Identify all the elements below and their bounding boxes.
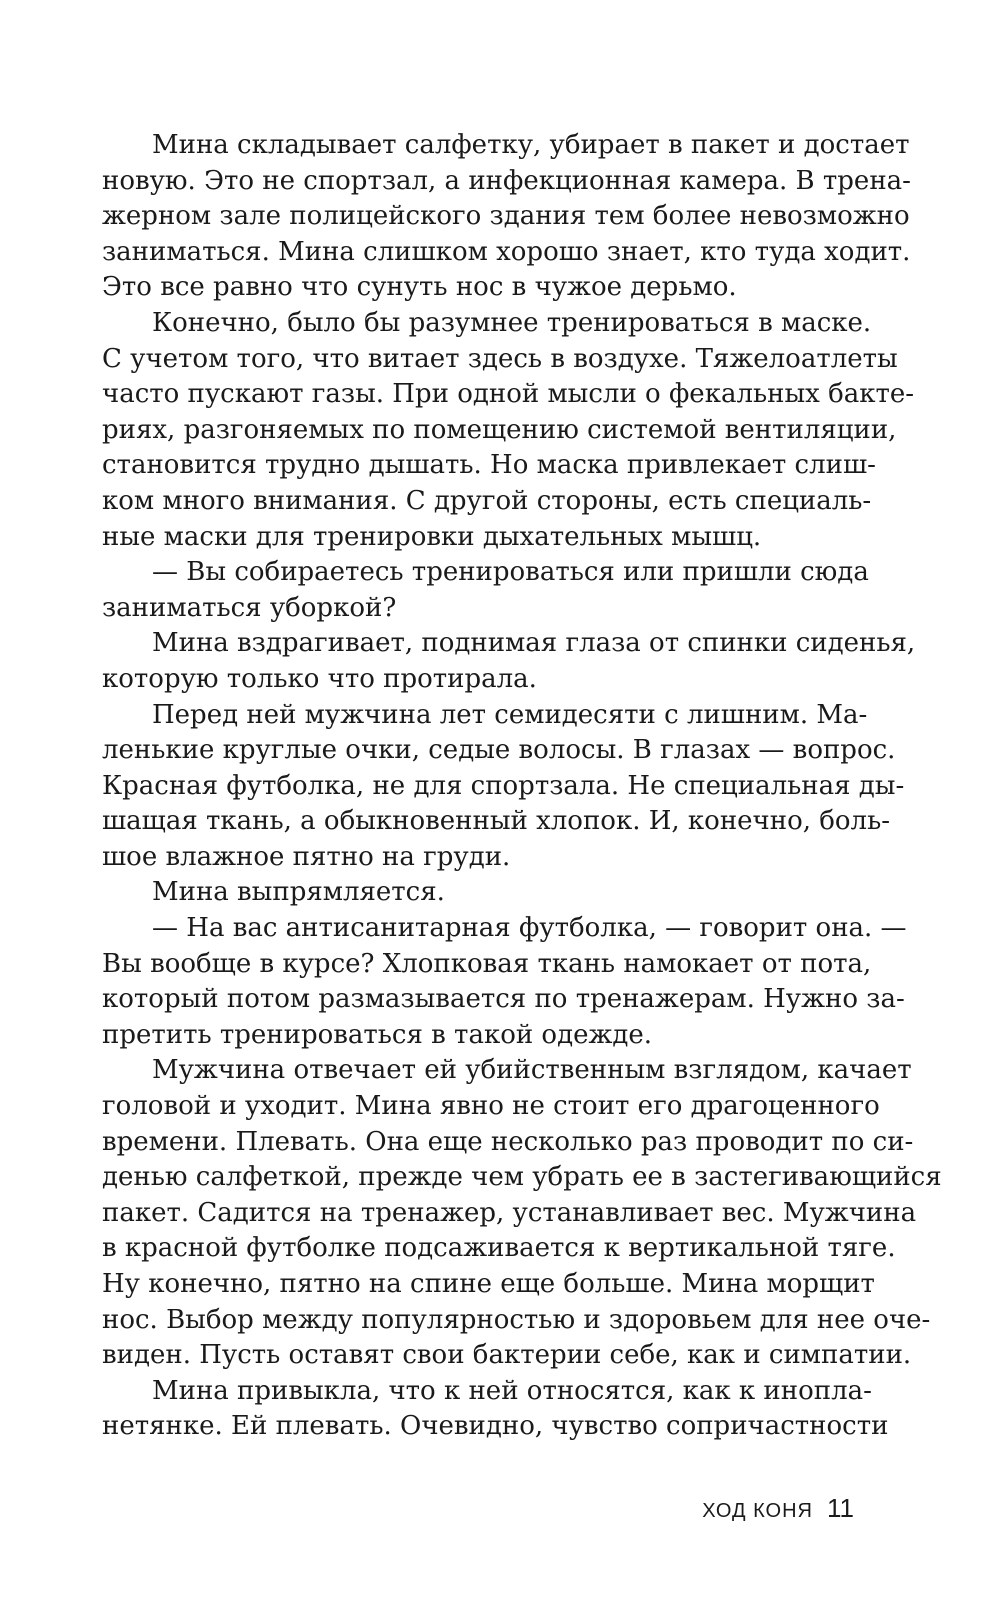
- text-line: Мина складывает салфетку, убирает в пакет и достает: [152, 130, 910, 160]
- text-line: времени. Плевать. Она еще несколько раз проводит по си-: [102, 1126, 914, 1157]
- text-line: С учетом того, что витает здесь в воздухе. Тяжелоатлеты: [102, 343, 898, 374]
- text-line: заниматься уборкой?: [102, 592, 397, 623]
- text-line: Это все равно что сунуть нос в чужое дерьмо.: [102, 272, 737, 303]
- text-line: жерном зале полицейского здания тем более невозможно: [102, 201, 910, 232]
- text-line: в красной футболке подсаживается к вертикальной тяге.: [102, 1233, 896, 1264]
- text-line: нос. Выбор между популярностью и здоровьем для нее оче-: [102, 1304, 931, 1335]
- running-title: ХОД КОНЯ: [702, 1500, 813, 1522]
- text-line: Мина вздрагивает, поднимая глаза от спинки сиденья,: [152, 628, 916, 659]
- text-line: риях, разгоняемых по помещению системой вентиляции,: [102, 414, 897, 445]
- text-line: — Вы собираетесь тренироваться или пришли сюда: [152, 557, 869, 588]
- text-line: претить тренироваться в такой одежде.: [102, 1019, 653, 1050]
- text-line: пакет. Садится на тренажер, устанавливает вес. Мужчина: [102, 1197, 917, 1228]
- text-line: Мина выпрямляется.: [152, 877, 445, 908]
- text-line: головой и уходит. Мина явно не стоит его драгоценного: [102, 1091, 880, 1122]
- text-line: Мужчина отвечает ей убийственным взглядом, качает: [152, 1055, 912, 1086]
- text-line: шащая ткань, а обыкновенный хлопок. И, конечно, боль-: [102, 806, 891, 837]
- text-line: Ну конечно, пятно на спине еще больше. Мина морщит: [102, 1269, 875, 1299]
- text-line: нетянке. Ей плевать. Очевидно, чувство сопричастности: [102, 1411, 889, 1442]
- text-line: которую только что протирала.: [102, 663, 537, 694]
- text-line: Мина привыкла, что к ней относятся, как к инопла-: [152, 1375, 872, 1406]
- text-line: ком много внимания. С другой стороны, есть специаль-: [102, 485, 872, 516]
- text-line: новую. Это не спортзал, а инфекционная камера. В трена-: [102, 165, 911, 196]
- text-line: Красная футболка, не для спортзала. Не специальная ды-: [102, 770, 905, 801]
- text-line: Вы вообще в курсе? Хлопковая ткань намокает от пота,: [102, 948, 872, 979]
- text-line: денью салфеткой, прежде чем убрать ее в застегивающийся: [102, 1162, 942, 1193]
- text-line: — На вас антисанитарная футболка, — говорит она. —: [152, 913, 907, 944]
- body-text: [102, 128, 942, 1445]
- text-line: который потом размазывается по тренажерам. Нужно за-: [102, 984, 905, 1015]
- page-footer: [702, 1493, 854, 1524]
- text-line: ленькие круглые очки, седые волосы. В глазах — вопрос.: [102, 735, 896, 766]
- text-line: ные маски для тренировки дыхательных мышц.: [102, 521, 762, 552]
- text-line: Перед ней мужчина лет семидесяти с лишним. Ма-: [152, 699, 868, 730]
- text-line: виден. Пусть оставят свои бактерии себе, как и симпатии.: [102, 1340, 912, 1371]
- text-line: Конечно, было бы разумнее тренироваться в маске.: [152, 307, 872, 338]
- text-line: заниматься. Мина слишком хорошо знает, кто туда ходит.: [102, 236, 911, 267]
- text-line: часто пускают газы. При одной мысли о фекальных бакте-: [102, 379, 915, 410]
- page-number: 11: [827, 1493, 854, 1523]
- text-line: становится трудно дышать. Но маска привлекает слиш-: [102, 450, 876, 481]
- text-line: шое влажное пятно на груди.: [102, 841, 511, 872]
